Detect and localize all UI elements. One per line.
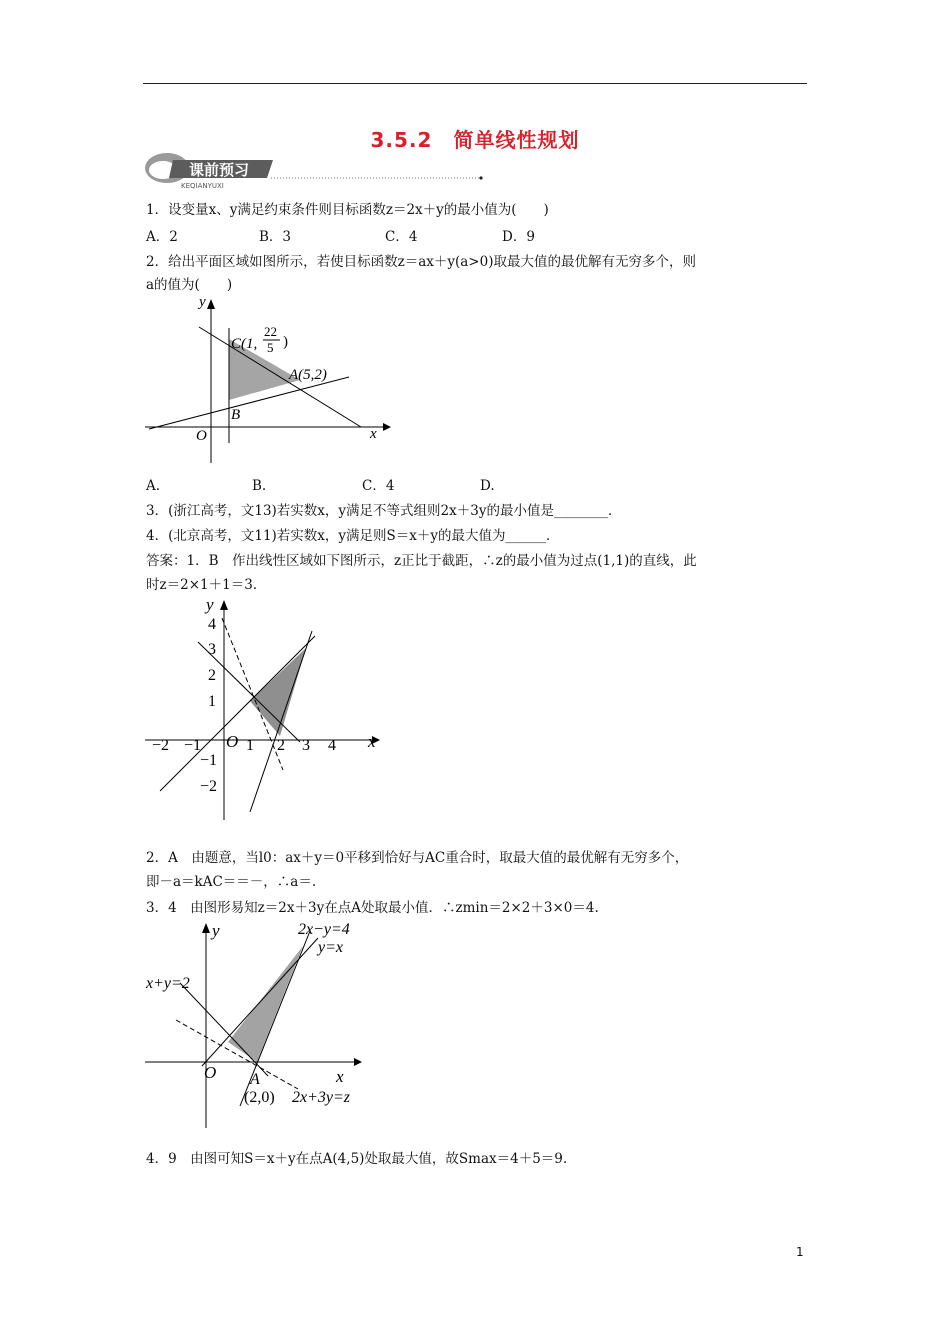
fig2-x-tick: −1 xyxy=(184,737,202,754)
question-2-line1: 2．给出平面区域如图所示，若使目标函数z＝ax＋y(a>0)取最大值的最优解有无穷多个，则 xyxy=(146,254,696,270)
fig3-point-a-label: A xyxy=(250,1071,260,1088)
fig1-point-a-label: A(5,2) xyxy=(289,367,327,383)
fig2-origin: O xyxy=(226,732,239,751)
fig3-point-a-coord: (2,0) xyxy=(244,1089,275,1106)
fig3-x-label: x xyxy=(336,1067,344,1086)
figure-2 xyxy=(140,594,390,824)
figure-3 xyxy=(140,916,380,1131)
fig1-c-denominator: 5 xyxy=(267,340,274,355)
fig2-x-tick: 3 xyxy=(302,737,310,754)
answer-2-line2: 即－a＝kAC＝＝－，∴a＝. xyxy=(146,874,317,890)
fig1-point-c-label: C(1, xyxy=(231,336,258,352)
fig2-line-y-eq-x xyxy=(160,636,315,791)
answer-1-line1: 答案：1．B 作出线性区域如下图所示，z正比于截距，∴z的最小值为过点(1,1)的直线，此 xyxy=(146,553,697,569)
fig1-y-arrow xyxy=(207,299,215,309)
question-2-line2: a的值为( ) xyxy=(146,277,233,293)
q2-option-c: C．4 xyxy=(362,478,395,494)
question-3: 3．(浙江高考，文13)若实数x，y满足不等式组则2x＋3y的最小值是________． xyxy=(146,503,622,519)
question-4: 4．(北京高考，文11)若实数x，y满足则S＝x＋y的最大值为______． xyxy=(146,528,560,544)
answer-2-line1: 2．A 由题意，当l0：ax＋y＝0平移到恰好与AC重合时，取最大值的最优解有无穷多个， xyxy=(146,850,689,866)
fig2-y-arrow xyxy=(220,600,228,610)
fig2-y-tick: 4 xyxy=(208,616,216,633)
fig2-x-label: x xyxy=(368,732,376,751)
q1-option-a: A．2 xyxy=(146,229,178,245)
q2-option-b: B. xyxy=(252,478,267,494)
q2-option-a: A. xyxy=(146,478,161,494)
answer-3: 3．4 由图形易知z＝2x＋3y在点A处取最小值．∴zmin＝2×2＋3×0＝4. xyxy=(146,900,599,916)
fig2-y-tick: −2 xyxy=(200,778,218,795)
fig1-c-numerator: 22 xyxy=(264,324,277,339)
fig1-line-ac xyxy=(199,327,361,427)
header-rule xyxy=(143,83,807,84)
q2-option-d: D. xyxy=(480,478,495,494)
fig1-origin: O xyxy=(196,428,207,444)
fig2-y-tick: 2 xyxy=(208,667,216,684)
fig3-dashed-objective-line xyxy=(176,1020,298,1089)
fig3-label-2x-y-4: 2x−y=4 xyxy=(298,921,350,938)
answer-4: 4．9 由图可知S＝x＋y在点A(4,5)处取最大值，故Smax＝4＋5＝9. xyxy=(146,1151,568,1167)
question-1: 1．设变量x、y满足约束条件则目标函数z＝2x＋y的最小值为( ) xyxy=(146,202,549,218)
fig3-y-label: y xyxy=(212,921,220,940)
fig2-x-tick: 2 xyxy=(277,737,285,754)
fig3-y-arrow xyxy=(202,923,210,933)
fig3-x-arrow xyxy=(354,1058,362,1066)
fig2-x-tick: 4 xyxy=(328,737,336,754)
page-title: 3.5.2 简单线性规划 xyxy=(370,128,580,152)
figure-1 xyxy=(143,293,393,468)
fig2-x-tick: −2 xyxy=(152,737,170,754)
fig3-origin: O xyxy=(204,1063,217,1082)
fig3-label-x-plus-y-2: x+y=2 xyxy=(146,975,190,992)
page-number: 1 xyxy=(796,1245,804,1259)
banner-label: 课前预习 xyxy=(189,161,250,179)
fig1-y-label: y xyxy=(199,294,206,310)
fig1-point-b-label: B xyxy=(231,407,241,423)
answer-1-line2: 时z＝2×1＋1＝3. xyxy=(146,577,258,593)
fig3-feasible-region xyxy=(228,946,303,1062)
fig1-c-close: ) xyxy=(283,334,288,350)
fig2-y-tick: −1 xyxy=(200,752,218,769)
section-banner xyxy=(143,150,483,190)
fig2-x-tick: 1 xyxy=(246,737,254,754)
q1-option-c: C．4 xyxy=(385,229,418,245)
q1-option-b: B．3 xyxy=(259,229,292,245)
fig3-label-objective: 2x+3y=z xyxy=(292,1089,351,1106)
fig3-label-y-eq-x: y=x xyxy=(318,939,343,956)
fig1-x-label: x xyxy=(370,426,377,442)
banner-sub: KEQIANYUXI xyxy=(181,182,224,190)
banner-dot xyxy=(479,176,482,179)
fig2-y-tick: 3 xyxy=(208,641,216,658)
fig2-y-tick: 1 xyxy=(208,693,216,710)
fig2-line-2x-y-4 xyxy=(250,631,312,812)
fig2-y-label: y xyxy=(206,595,214,614)
fig1-x-arrow xyxy=(383,423,391,431)
q1-option-d: D．9 xyxy=(502,229,535,245)
